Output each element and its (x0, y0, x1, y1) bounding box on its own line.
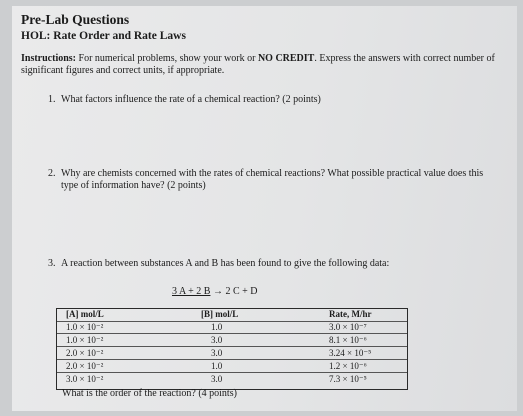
header-rate: Rate, M/hr (329, 309, 372, 319)
table-header-row (57, 309, 407, 322)
cell-b: 3.0 (211, 374, 223, 384)
header-a-concentration: [A] mol/L (66, 309, 104, 319)
cell-rate: 3.0 × 10⁻⁷ (329, 322, 367, 332)
cell-rate: 8.1 × 10⁻⁶ (329, 335, 367, 345)
equation-products: 2 C + D (225, 286, 258, 297)
page-subtitle: HOL: Rate Order and Rate Laws (21, 30, 186, 42)
cell-rate: 7.3 × 10⁻⁵ (329, 374, 367, 384)
cell-b: 1.0 (211, 361, 223, 371)
worksheet-page (12, 6, 517, 411)
reaction-equation (172, 286, 257, 297)
instructions-text-a: For numerical problems, show your work or (76, 53, 258, 64)
question-number: 1. (48, 94, 56, 105)
equation-arrow: → (212, 286, 223, 297)
instructions (21, 53, 501, 77)
cell-a: 1.0 × 10⁻² (66, 335, 104, 345)
question-number: 3. (48, 258, 56, 269)
cell-rate: 1.2 × 10⁻⁶ (329, 361, 367, 371)
cell-b: 3.0 (211, 335, 223, 345)
question-number: 2. (48, 168, 56, 179)
question-text: A reaction between substances A and B has been found to give the following data: (61, 258, 390, 269)
instructions-label: Instructions: (21, 53, 77, 64)
question-text: Why are chemists concerned with the rates of chemical reactions? What possible practical value does this type of information have? (2 points) (61, 168, 484, 191)
table-row (57, 322, 407, 334)
cell-a: 2.0 × 10⁻² (66, 348, 104, 358)
equation-reactants: 3 A + 2 B (172, 286, 211, 297)
page-title: Pre-Lab Questions (21, 12, 130, 27)
cell-b: 3.0 (211, 348, 223, 358)
rate-data-table (56, 308, 408, 390)
instructions-text-b: . Express the answers with correct number of significant figures and correct units, if appropriate. (21, 53, 495, 76)
cell-a: 2.0 × 10⁻² (66, 361, 104, 371)
cell-rate: 3.24 × 10⁻⁵ (329, 348, 372, 358)
cell-a: 1.0 × 10⁻² (66, 322, 104, 332)
table-row (57, 348, 407, 360)
cell-a: 3.0 × 10⁻² (66, 374, 104, 384)
table-row (57, 361, 407, 373)
table-row (57, 335, 407, 347)
table-row (57, 374, 407, 385)
followup-question: What is the order of the reaction? (4 points) (62, 388, 237, 399)
question-text: What factors influence the rate of a chemical reaction? (2 points) (61, 94, 321, 105)
instructions-emphasis: NO CREDIT (257, 53, 315, 64)
cell-b: 1.0 (211, 322, 223, 332)
header-b-concentration: [B] mol/L (201, 309, 239, 319)
